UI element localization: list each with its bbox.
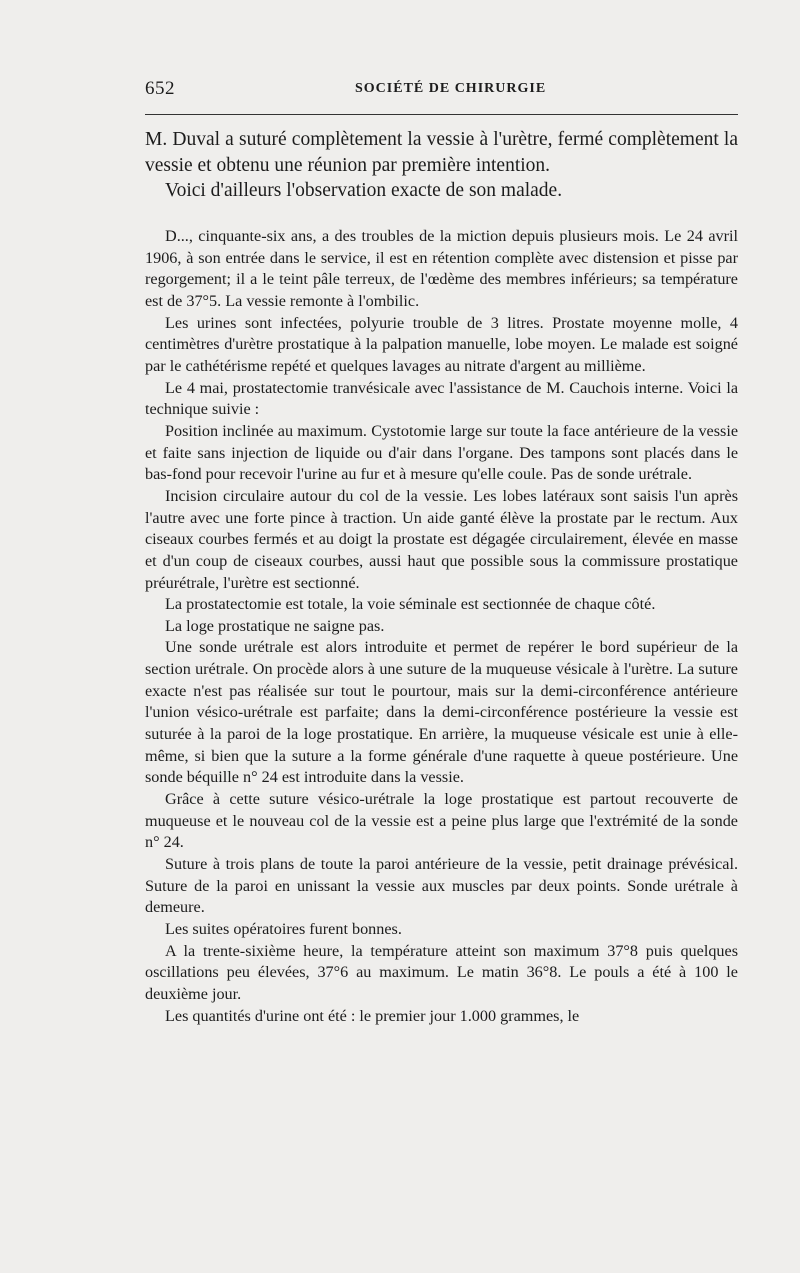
observation-paragraph: Une sonde urétrale est alors introduite et permet de repérer le bord supérieur de la section urétrale. On procède alors à une suture de la muqueuse vésicale à l'urètre. La suture exacte n'est pas réalisée sur tout le pourtour, mais sur la demi-circonférence antérieure l'union vésico-urétrale est parfaite; dans la demi-circonférence postérieure la vessie est suturée à la paroi de la loge prostatique. En arrière, la muqueuse vésicale est unie à elle-même, si bien que la suture a la forme générale d'une raquette à queue postérieure. Une sonde béquille n° 24 est introduite dans la vessie. (145, 638, 738, 787)
running-title: SOCIÉTÉ DE CHIRURGIE (355, 81, 547, 96)
observation-paragraph: Le 4 mai, prostatectomie tranvésicale avec l'assistance de M. Cauchois interne. Voici la technique suivie : (145, 378, 738, 419)
observation-paragraph: Suture à trois plans de toute la paroi antérieure de la vessie, petit drainage prévésical. Suture de la paroi en unissant la vessie aux muscles par deux points. Sonde urétrale à demeure. (145, 855, 738, 917)
observation-paragraph: Grâce à cette suture vésico-urétrale la loge prostatique est partout recouverte de muqueuse et le nouveau col de la vessie est a peine plus large que l'extrémité de la sonde n° 24. (145, 790, 738, 852)
observation-paragraph: La prostatectomie est totale, la voie séminale est sectionnée de chaque côté. (165, 595, 656, 614)
lead-paragraph: M. Duval a suturé complètement la vessie à l'urètre, fermé complètement la vessie et obtenu une réunion par première intention. (145, 129, 738, 176)
observation-paragraph: La loge prostatique ne saigne pas. (165, 616, 385, 635)
observation-paragraph: Incision circulaire autour du col de la vessie. Les lobes latéraux sont saisis l'un après l'autre avec une forte pince à traction. Un aide ganté élève la prostate par le rectum. Aux ciseaux courbes fermés et au doigt la prostate est dégagée circulairement, élevée en masse et d'un coup de ciseaux courbes, aussi haut que possible sous la commissure prostatique préurétrale, l'urètre est sectionné. (145, 486, 738, 592)
observation-paragraph: Les quantités d'urine ont été : le premier jour 1.000 grammes, le (165, 1006, 580, 1025)
page-number: 652 (145, 78, 175, 99)
observation-paragraph: Les suites opératoires furent bonnes. (165, 920, 402, 938)
page-header (145, 78, 738, 104)
observation-paragraph: Les urines sont infectées, polyurie trouble de 3 litres. Prostate moyenne molle, 4 centimètres d'urètre prostatique à la palpation manuelle, lobe moyen. Le malade est soigné par le cathétérisme repété et quelques lavages au nitrate d'argent au millième. (145, 313, 738, 375)
lead-paragraph: Voici d'ailleurs l'observation exacte de son malade. (165, 180, 563, 201)
observation-text (145, 226, 738, 1027)
observation-paragraph: D..., cinquante-six ans, a des troubles de la miction depuis plusieurs mois. Le 24 avril 1906, à son entrée dans le service, il est en rétention complète avec distension et pisse par regorgement; il a le teint pâle terreux, de l'œdème des membres inférieurs; sa température est de 37°5. La vessie remonte à l'ombilic. (145, 227, 738, 310)
lead-paragraphs (145, 127, 738, 204)
observation-paragraph: A la trente-sixième heure, la température atteint son maximum 37°8 puis quelques oscillations peu élevées, 37°6 au maximum. Le matin 36°8. Le pouls a été à 100 le deuxième jour. (145, 941, 738, 1003)
observation-paragraph: Position inclinée au maximum. Cystotomie large sur toute la face antérieure de la vessie et faite sans injection de liquide ou d'air dans l'organe. Des tampons sont placés dans le bas-fond pour recevoir l'urine au fur et à mesure qu'elle coule. Pas de sonde urétrale. (145, 421, 738, 484)
header-rule (145, 114, 738, 115)
